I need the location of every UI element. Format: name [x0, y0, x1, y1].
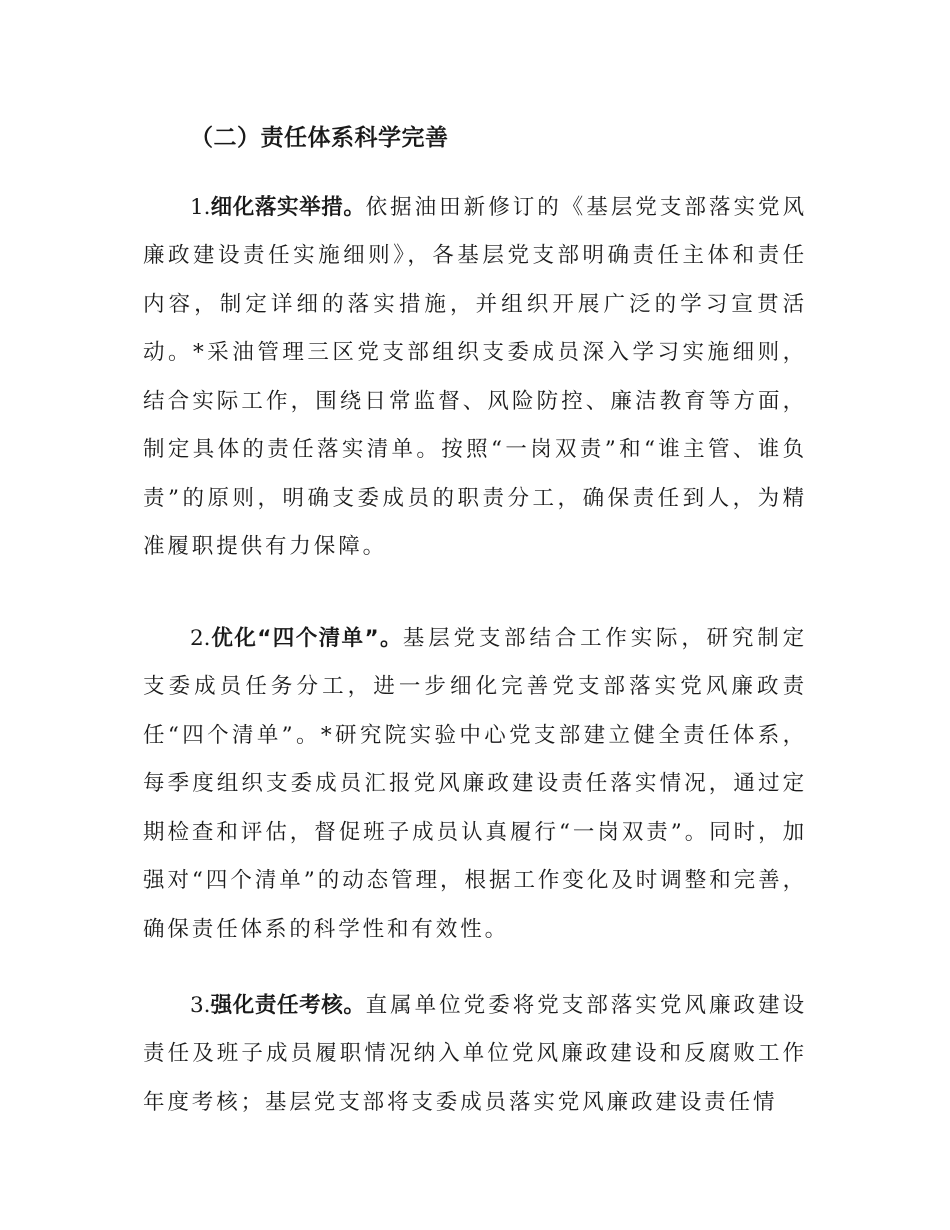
paragraph-3	[143, 982, 807, 1128]
paragraph-number: 3.	[190, 992, 211, 1018]
paragraph-number: 1.	[190, 194, 211, 220]
paragraph-1	[143, 184, 807, 572]
paragraph-body: 依据油田新修订的《基层党支部落实党风廉政建设责任实施细则》，各基层党支部明确责任主体和责任内容，制定详细的落实措施，并组织开展广泛的学习宣贯活动。*采油管理三区党支部组织支委成员深入学习实施细则，结合实际工作，围绕日常监督、风险防控、廉洁教育等方面，制定具体的责任落实清单。按照“一岗双责”和“谁主管、谁负责”的原则，明确支委成员的职责分工，确保责任到人，为精准履职提供有力保障。	[143, 194, 807, 559]
section-heading: （二）责任体系科学完善	[190, 125, 449, 151]
paragraph-title: 强化责任考核。	[210, 992, 366, 1018]
paragraph-2	[143, 615, 807, 955]
paragraph-body: 直属单位党委将党支部落实党风廉政建设责任及班子成员履职情况纳入单位党风廉政建设和反腐败工作年度考核；基层党支部将支委成员落实党风廉政建设责任情	[143, 992, 807, 1115]
paragraph-number: 2.	[190, 625, 211, 651]
paragraph-body: 基层党支部结合工作实际，研究制定支委成员任务分工，进一步细化完善党支部落实党风廉政责任“四个清单”。*研究院实验中心党支部建立健全责任体系，每季度组织支委成员汇报党风廉政建设责任落实情况，通过定期检查和评估，督促班子成员认真履行“一岗双责”。同时，加强对“四个清单”的动态管理，根据工作变化及时调整和完善，确保责任体系的科学性和有效性。	[143, 625, 807, 942]
paragraph-title: 细化落实举措。	[210, 194, 366, 220]
paragraph-title: 优化“四个清单”。	[210, 625, 403, 651]
